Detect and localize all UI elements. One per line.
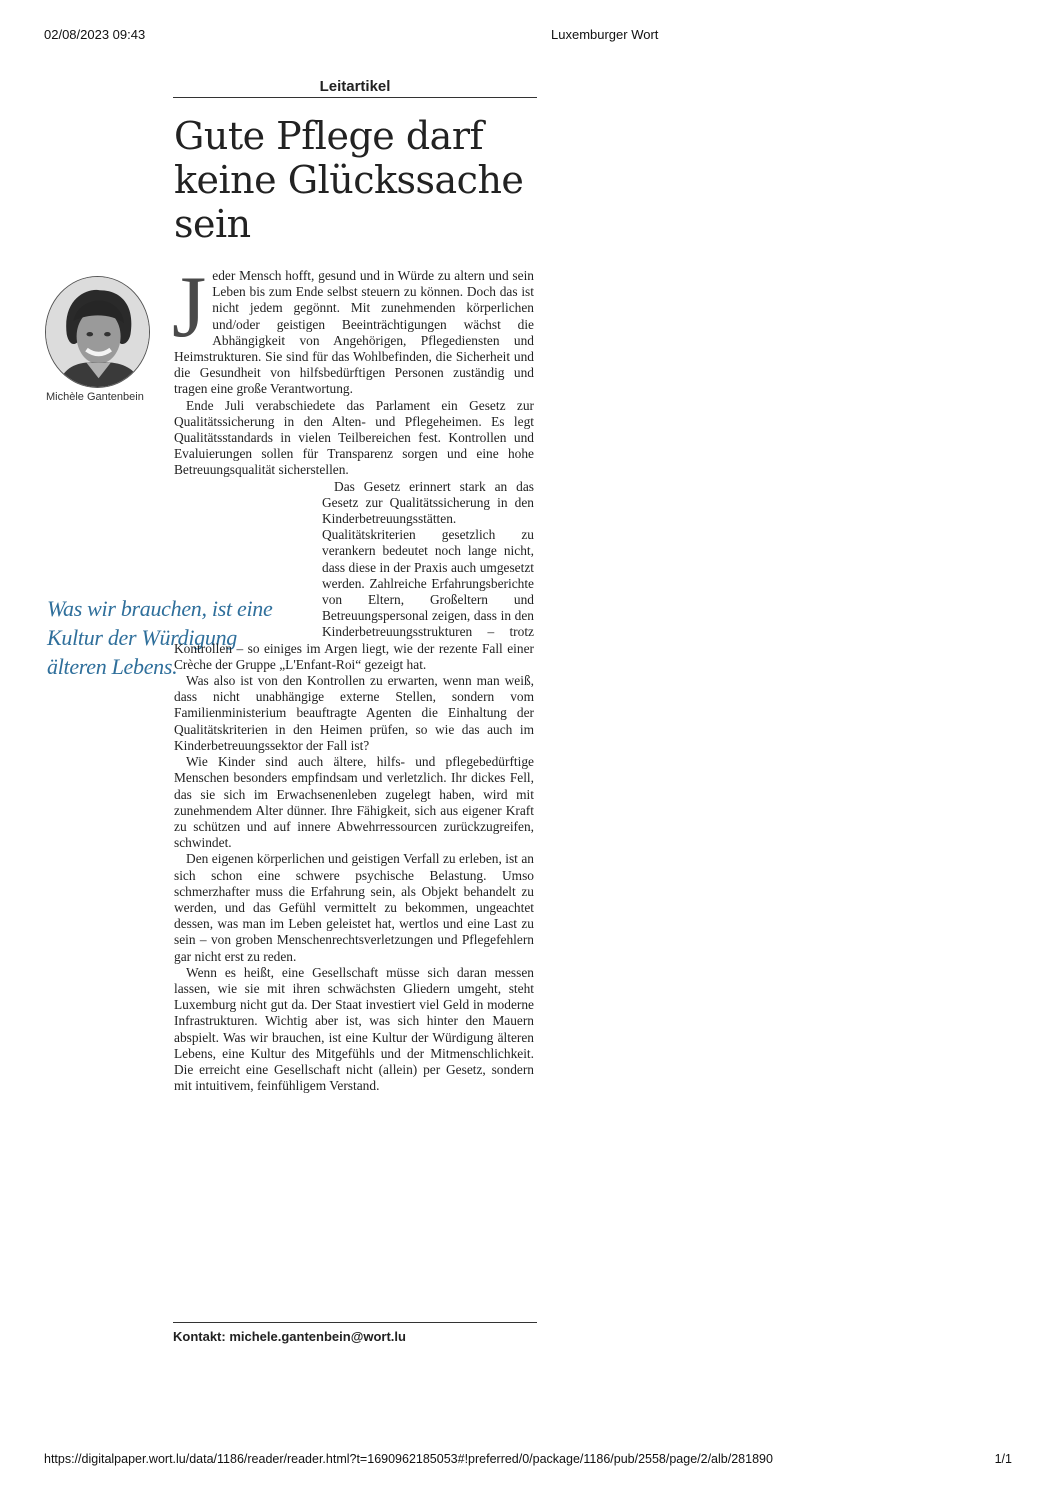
paragraph xyxy=(172,259,534,398)
paragraph: Den eigenen körperlichen und geistigen Verfall zu erleben, ist an sich schon eine schwere psychische Belastung. Umso schmerzhafter muss die Erfahrung sein, als Objekt behandelt zu werden, und das Gefühl vermittelt zu bekommen, ungeachtet dessen, was man im Leben geleistet hat, wertlos und eine Last zu sein – von groben Menschenrechtsverletzungen und Pflegefehlern gar nicht erst zu reden. xyxy=(174,851,534,964)
author-name: Michèle Gantenbein xyxy=(46,391,144,403)
drop-cap: J xyxy=(172,259,207,356)
page-number: 1/1 xyxy=(994,1452,1012,1466)
paragraph: Wenn es heißt, eine Gesellschaft müsse sich daran messen lassen, wie sie mit ihren schwächsten Gliedern umgeht, steht Luxemburg nicht gut da. Der Staat investiert viel Geld in moderne Infrastrukturen. Wichtig aber ist, was sich hinter den Mauern abspielt. Was wir brauchen, ist eine Kultur der Würdigung älteren Lebens, eine Kultur des Mitgefühls und der Mitmenschlichkeit. Die erreicht eine Gesellschaft nicht (allein) per Gesetz, sondern mit intuitivem, feinfühligem Verstand. xyxy=(174,964,534,1094)
source-url: https://digitalpaper.wort.lu/data/1186/reader/reader.html?t=1690962185053#!preferred/0/package/1186/pub/2558/page/2/alb/281890 xyxy=(44,1452,773,1466)
paragraph: Ende Juli verabschiedete das Parlament ein Gesetz zur Qualitätssicherung in den Alten- und Pflegeheimen. Es legt Qualitätsstandards in vielen Teilbereichen fest. Kontrollen und Evaluierungen sollen für Transparenz sorgen und eine hohe Betreuungsqualität sicherstellen. xyxy=(174,397,534,478)
article-headline: Gute Pflege darf keine Glückssache sein xyxy=(174,114,524,246)
paragraph: Wie Kinder sind auch ältere, hilfs- und pflegebedürftige Menschen besonders empfindsam und verletzlich. Ihr dickes Fell, das sie sich im Erwachsenenleben zugelegt haben, wird mit zunehmendem Alter dünner. Ihre Fähigkeit, sich aus eigener Kraft zu schützen und auf innere Abwehrressourcen zurückzugreifen, schwindet. xyxy=(174,754,534,851)
print-datetime: 02/08/2023 09:43 xyxy=(44,27,146,42)
contact-line: Kontakt: michele.gantenbein@wort.lu xyxy=(173,1322,537,1344)
pull-quote: Was wir brauchen, ist eine Kultur der Würdigung älteren Lebens. xyxy=(47,596,273,679)
paragraph-text: Das Gesetz erinnert stark an das Gesetz zur Qualitätssicherung in den Kinderbetreuungsstätten. Qualitätskriterien gesetzlich zu verankern bedeutet noch lange nicht, dass diese in der Praxis auch umgesetzt werden. Zahlreiche Erfahrungsberichte von Eltern, Großeltern und Betreuungspersonal zeigen, dass in den Kinderbetreuungsstrukturen – trotz Kontrollen – so einiges im Argen liegt, wie der rezente Fall einer Crèche der Gruppe „L'Enfant-Roi“ gezeigt hat. xyxy=(174,478,534,672)
pull-quote-spacer xyxy=(174,479,322,631)
publication-name: Luxemburger Wort xyxy=(551,27,659,42)
article-rubric: Leitartikel xyxy=(173,78,537,98)
paragraph xyxy=(174,479,534,673)
paragraph-text: eder Mensch hofft, gesund und in Würde zu altern und sein Leben bis zum Ende selbst steuern zu können. Doch das ist nicht jedem gegönnt. Mit zunehmenden körperlichen und/oder geistigen Beeinträchtigungen wächst die Abhängigkeit von Angehörigen, Pflegediensten und Heimstrukturen. Sie sind für das Wohlbefinden, die Sicherheit und die Gesundheit von hilfsbedürftigen Personen zuständig und tragen eine große Verantwortung. xyxy=(174,268,534,397)
author-photo xyxy=(45,276,150,388)
article-body xyxy=(172,259,534,1094)
paragraph: Was also ist von den Kontrollen zu erwarten, wenn man weiß, dass nicht unabhängige externe Stellen, sondern vom Familienministerium beauftragte Agenten die Einhaltung der Qualitätskriterien in den Heimen prüfen, so wie das auch im Kinderbetreuungssektor der Fall ist? xyxy=(174,673,534,753)
